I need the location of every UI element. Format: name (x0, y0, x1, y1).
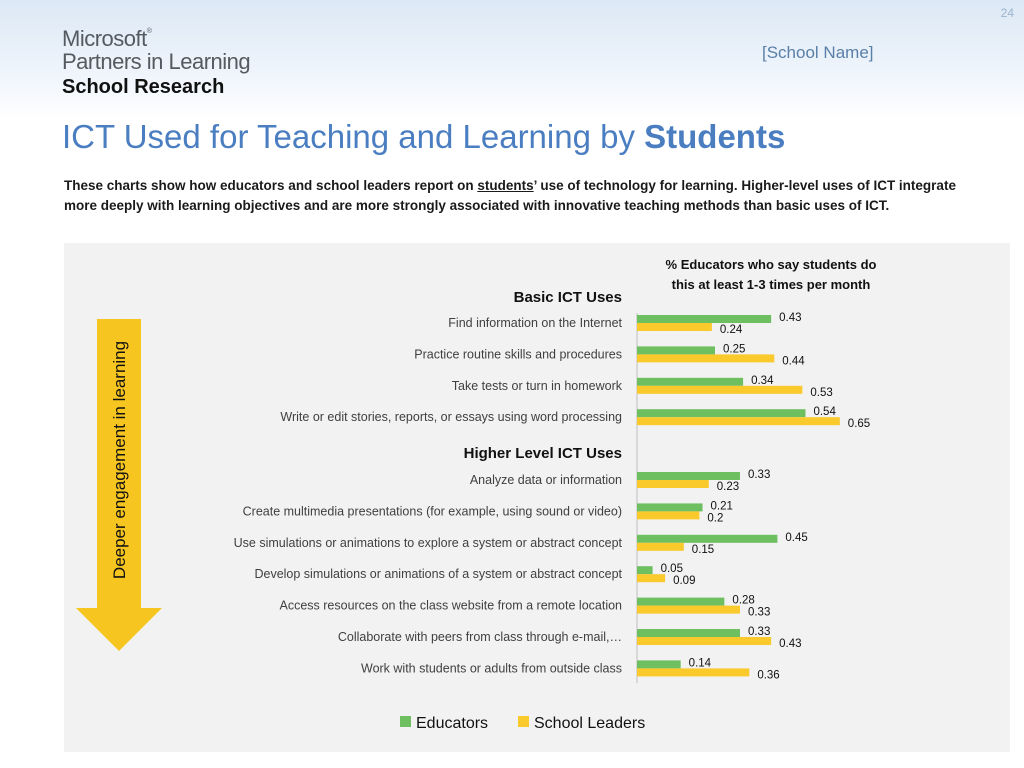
title-emphasis: Students (644, 118, 786, 155)
data-label-school-leaders: 0.53 (810, 386, 833, 399)
bar-educators (637, 566, 653, 574)
legend-swatch-educators (400, 716, 411, 727)
bar-educators (637, 629, 740, 637)
data-label-educators: 0.25 (723, 343, 746, 356)
bar-school-leaders (637, 386, 802, 394)
bar-school-leaders (637, 511, 699, 519)
logo-line-1: Microsoft (62, 26, 147, 51)
category-label: Write or edit stories, reports, or essays using word processing (280, 410, 622, 425)
legend-label-school-leaders: School Leaders (534, 715, 646, 732)
category-label: Analyze data or information (469, 473, 622, 487)
chart-title-line-1: % Educators who say students do (665, 257, 877, 272)
logo-line-2: Partners in Learning (62, 49, 251, 74)
microsoft-partners-logo (62, 28, 250, 97)
logo-trademark: ® (146, 28, 152, 35)
category-label: Use simulations or animations to explore a system or abstract concept (233, 535, 622, 550)
legend-swatch-school-leaders (518, 716, 529, 727)
bar-educators (637, 472, 740, 480)
bar-school-leaders (637, 574, 665, 582)
category-label: Develop simulations or animations of a system or abstract concept (254, 567, 622, 582)
category-label: Work with students or adults from outside class (361, 661, 622, 676)
bar-educators (637, 660, 681, 668)
data-label-school-leaders: 0.65 (847, 418, 871, 431)
bar-school-leaders (637, 480, 709, 488)
data-label-educators: 0.21 (710, 500, 733, 513)
bar-educators (637, 378, 743, 386)
data-label-school-leaders: 0.44 (782, 355, 805, 368)
data-label-school-leaders: 0.24 (719, 324, 743, 336)
bar-school-leaders (637, 417, 840, 425)
data-label-educators: 0.28 (732, 594, 755, 607)
bar-school-leaders (637, 323, 712, 331)
data-label-educators: 0.05 (660, 563, 683, 576)
group-heading-0: Basic ICT Uses (513, 289, 622, 306)
bar-school-leaders (637, 637, 771, 645)
arrow-label: Deeper engagement in learning (110, 340, 129, 580)
data-label-school-leaders: 0.36 (757, 669, 780, 682)
category-label: Collaborate with peers from class through e-mail,… (337, 630, 622, 644)
school-name-placeholder: [School Name] (762, 43, 874, 62)
data-label-school-leaders: 0.2 (707, 512, 724, 525)
bar-school-leaders (637, 668, 749, 676)
legend-label-educators: Educators (416, 715, 489, 732)
data-label-educators: 0.45 (785, 531, 808, 544)
data-label-educators: 0.14 (688, 657, 712, 670)
bar-educators (637, 598, 724, 606)
data-label-educators: 0.33 (747, 626, 771, 638)
category-label: Practice routine skills and procedures (414, 347, 622, 362)
bar-educators (637, 409, 805, 417)
bar-educators (637, 346, 715, 354)
bar-chart (64, 243, 1010, 752)
data-label-educators: 0.43 (779, 312, 802, 324)
category-label: Access resources on the class website from a remote location (279, 598, 622, 613)
category-label: Create multimedia presentations (for example, using sound or video) (242, 504, 622, 519)
data-label-school-leaders: 0.09 (673, 575, 696, 588)
page-title (62, 118, 785, 156)
slide-number: 24 (1000, 6, 1014, 20)
bar-school-leaders (637, 354, 774, 362)
chart-panel (64, 243, 1010, 752)
data-label-educators: 0.34 (751, 374, 774, 387)
title-prefix: ICT Used for Teaching and Learning by (62, 118, 645, 155)
bar-school-leaders (637, 606, 740, 614)
data-label-school-leaders: 0.23 (716, 481, 740, 493)
data-label-educators: 0.54 (813, 406, 836, 419)
logo-line-3: School Research (62, 76, 225, 98)
bar-school-leaders (637, 543, 684, 551)
data-label-educators: 0.33 (747, 469, 771, 481)
description-part-2: ’ use of technology for learning. Higher-level uses of ICT integrate more deeply with learning objectives and are more strongly associated with innovative teaching methods than basic uses of ICT. (64, 178, 956, 213)
data-label-school-leaders: 0.43 (779, 638, 802, 650)
bar-educators (637, 315, 771, 323)
category-label: Take tests or turn in homework (451, 378, 622, 393)
category-label: Find information on the Internet (448, 316, 622, 330)
description-underlined: students (477, 178, 534, 193)
group-heading-1: Higher Level ICT Uses (463, 445, 622, 462)
data-label-school-leaders: 0.15 (691, 543, 715, 556)
data-label-school-leaders: 0.33 (747, 606, 771, 619)
description-part-1: These charts show how educators and school leaders report on (64, 178, 478, 193)
chart-title-line-2: this at least 1-3 times per month (671, 277, 871, 292)
bar-educators (637, 503, 703, 511)
bar-educators (637, 535, 777, 543)
description-text (64, 176, 989, 216)
